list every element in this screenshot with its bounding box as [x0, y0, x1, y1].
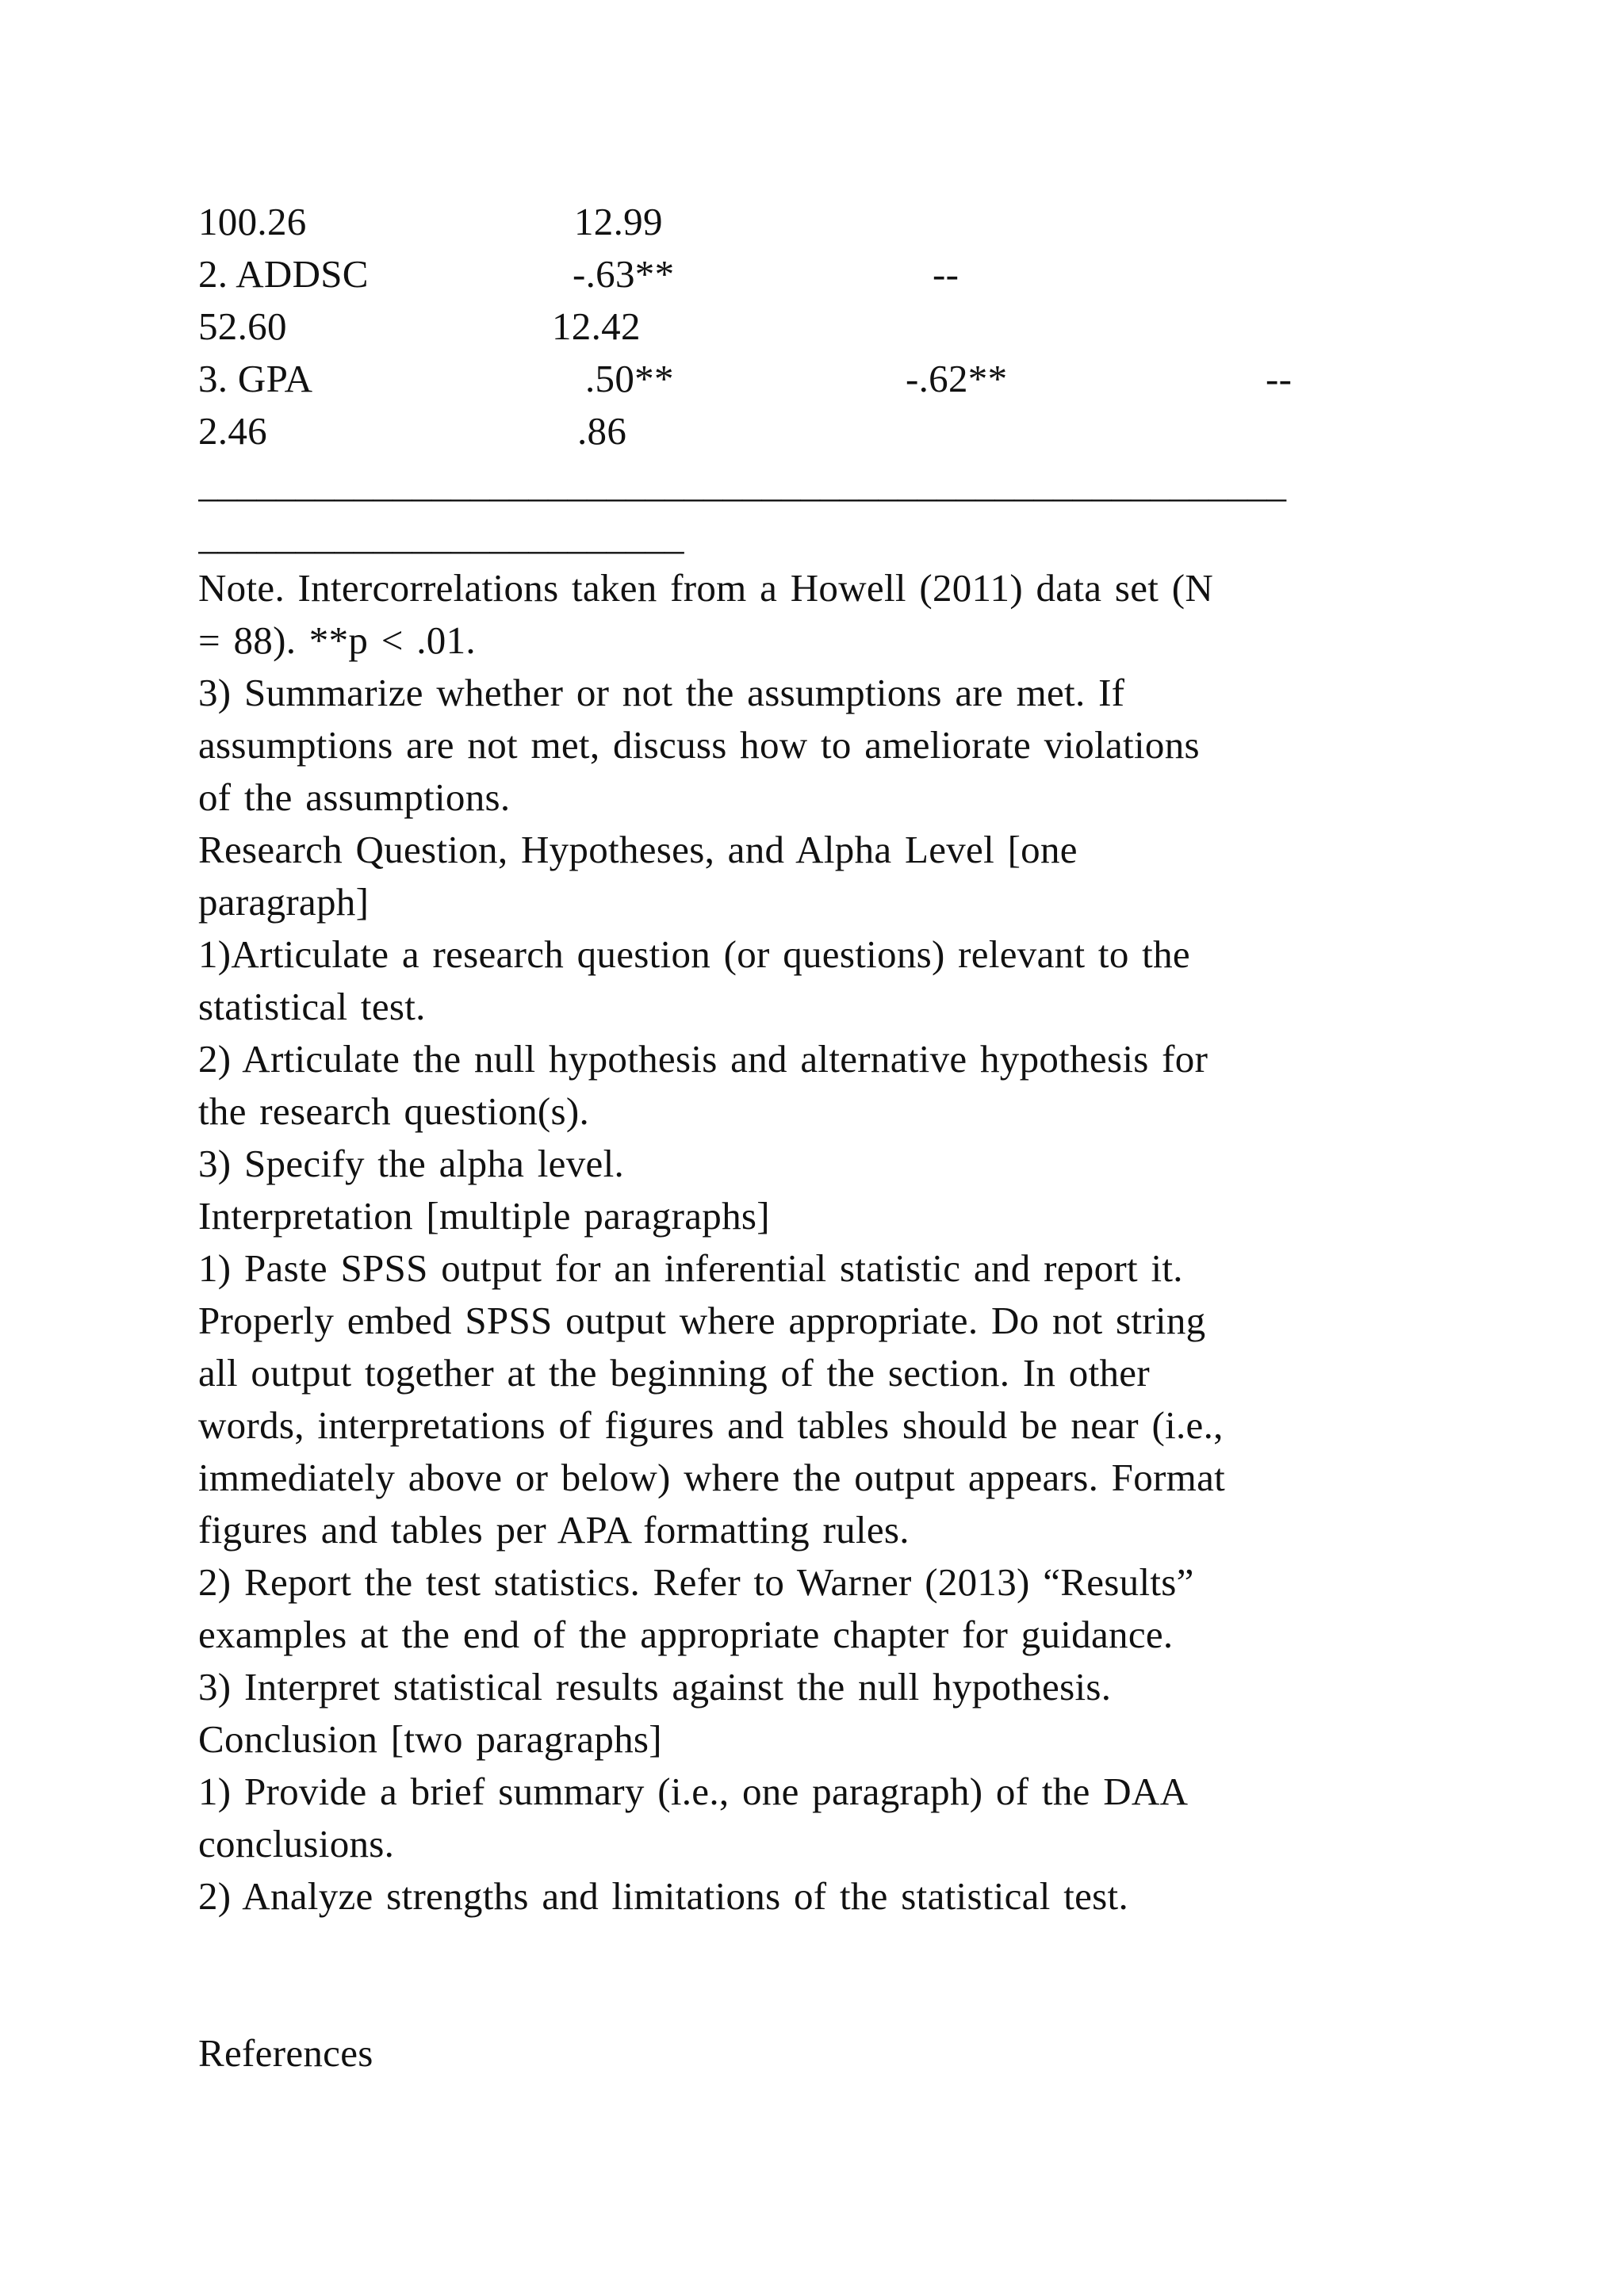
table-row2-mean: 52.60 [198, 304, 287, 348]
text-line: 2) Report the test statistics. Refer to Warner (2013) “Results” [198, 1560, 1194, 1604]
text-line: the research question(s). [198, 1089, 590, 1133]
table-row3-label: 3. GPA [198, 357, 313, 400]
text-line: words, interpretations of figures and tables should be near (i.e., [198, 1403, 1224, 1447]
text-line: 1)Articulate a research question (or questions) relevant to the [198, 932, 1190, 976]
text-line: examples at the end of the appropriate chapter for guidance. [198, 1613, 1174, 1656]
section-heading: Research Question, Hypotheses, and Alpha Level [one [198, 828, 1078, 871]
section-heading: Conclusion [two paragraphs] [198, 1717, 662, 1761]
table-row2-r1: -.63** [573, 252, 675, 296]
text-line: 3) Summarize whether or not the assumptions are met. If [198, 671, 1125, 714]
table-row3-mean: 2.46 [198, 409, 267, 453]
table-bottom-rule-continued: _________________________ [198, 514, 684, 557]
text-line: conclusions. [198, 1822, 395, 1866]
section-heading: paragraph] [198, 880, 370, 924]
text-line: 1) Paste SPSS output for an inferential statistic and report it. [198, 1246, 1183, 1290]
table-bottom-rule: ________________________________________________________ [198, 461, 1286, 505]
text-line: of the assumptions. [198, 775, 511, 819]
table-row2-label: 2. ADDSC [198, 252, 369, 296]
table-row3-sd: .86 [577, 409, 627, 453]
text-line: figures and tables per APA formatting rules. [198, 1508, 910, 1552]
table-row2-r2: -- [933, 252, 959, 296]
text-line: 3) Specify the alpha level. [198, 1142, 625, 1185]
table-row2-sd: 12.42 [552, 304, 641, 348]
text-line: 1) Provide a brief summary (i.e., one paragraph) of the DAA [198, 1770, 1189, 1813]
references-heading: References [198, 2031, 373, 2075]
text-line: Properly embed SPSS output where appropriate. Do not string [198, 1299, 1206, 1342]
table-row3-r3: -- [1266, 357, 1293, 400]
text-line: all output together at the beginning of the section. In other [198, 1351, 1150, 1395]
table-row3-r1: .50** [585, 357, 674, 400]
table-note-line: = 88). **p < .01. [198, 618, 476, 662]
table-row3-r2: -.62** [906, 357, 1008, 400]
text-line: immediately above or below) where the output appears. Format [198, 1456, 1226, 1499]
text-line: assumptions are not met, discuss how to ameliorate violations [198, 723, 1200, 767]
text-line: 3) Interpret statistical results against the null hypothesis. [198, 1665, 1112, 1709]
section-heading: Interpretation [multiple paragraphs] [198, 1194, 770, 1238]
table-row1-mean: 100.26 [198, 200, 307, 243]
text-line: 2) Articulate the null hypothesis and alternative hypothesis for [198, 1037, 1208, 1081]
text-line: statistical test. [198, 985, 426, 1028]
text-line: 2) Analyze strengths and limitations of the statistical test. [198, 1874, 1128, 1918]
table-note-line: Note. Intercorrelations taken from a Howell (2011) data set (N [198, 566, 1214, 610]
table-row1-sd: 12.99 [574, 200, 663, 243]
